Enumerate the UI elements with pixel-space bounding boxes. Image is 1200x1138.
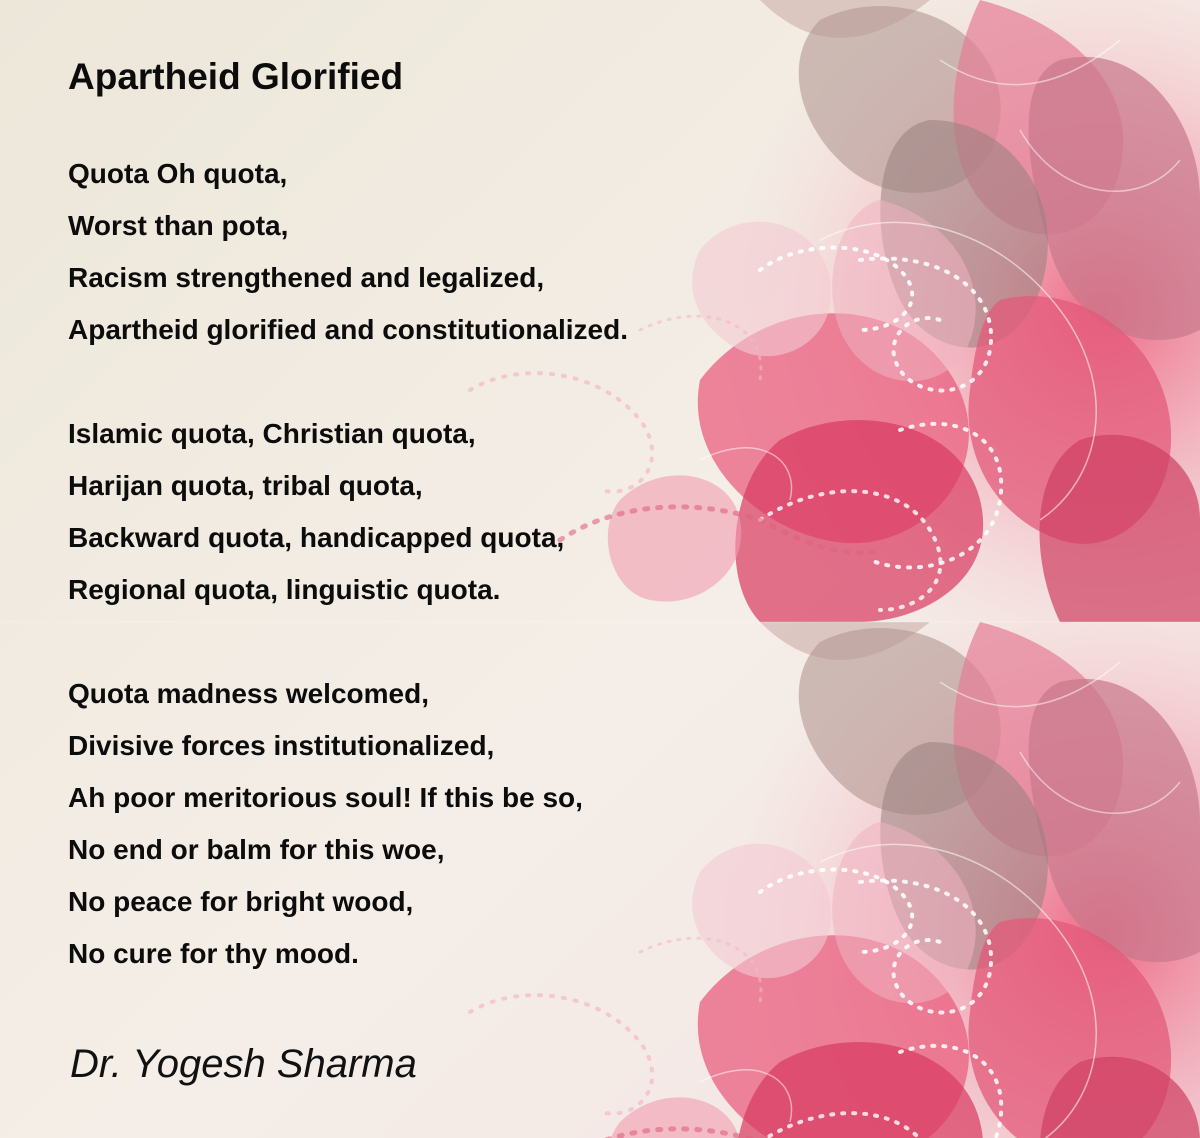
poem-line: Backward quota, handicapped quota,	[68, 522, 565, 553]
poem-line: Worst than pota,	[68, 210, 289, 241]
poem-line: Ah poor meritorious soul! If this be so,	[68, 782, 583, 813]
poem-title: Apartheid Glorified	[68, 56, 404, 97]
poem-line: Regional quota, linguistic quota.	[68, 574, 501, 605]
poem-line: No cure for thy mood.	[68, 938, 359, 969]
poem-line: Apartheid glorified and constitutionalized.	[68, 314, 629, 345]
poem-line: Divisive forces institutionalized,	[68, 730, 495, 761]
poem-line: Quota madness welcomed,	[68, 678, 429, 709]
poem-line: Harijan quota, tribal quota,	[68, 470, 423, 501]
poem-author: Dr. Yogesh Sharma	[70, 1042, 417, 1086]
poem-line: No peace for bright wood,	[68, 886, 414, 917]
poem-line: Quota Oh quota,	[68, 158, 288, 189]
poem-line: No end or balm for this woe,	[68, 834, 445, 865]
stanza-3	[68, 668, 583, 980]
stanza-1	[68, 148, 628, 356]
poem-line: Islamic quota, Christian quota,	[68, 418, 476, 449]
stanza-2	[68, 408, 564, 616]
poem-line: Racism strengthened and legalized,	[68, 262, 545, 293]
